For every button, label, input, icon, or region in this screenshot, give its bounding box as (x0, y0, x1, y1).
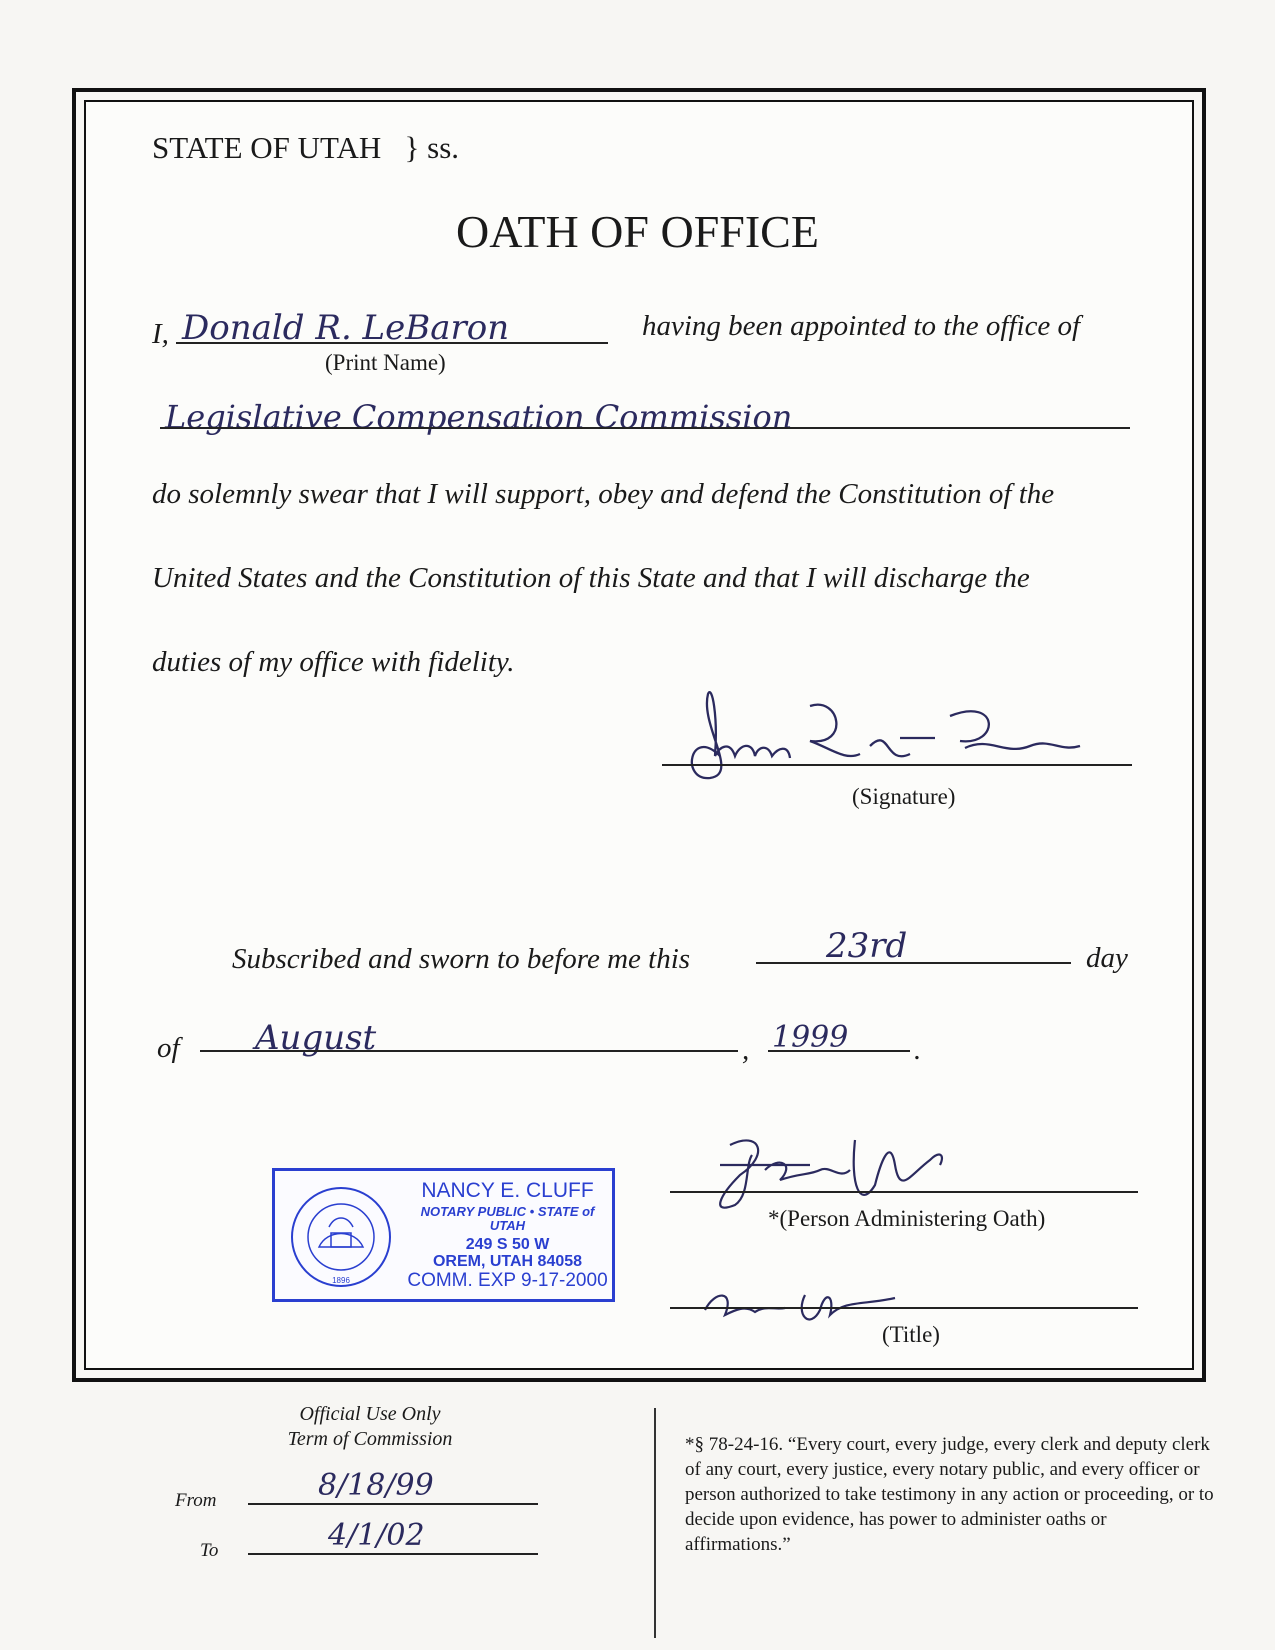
notary-address: 249 S 50 W (465, 1235, 550, 1253)
year-value: 1999 (772, 1020, 849, 1055)
notary-expiry: COMM. EXP 9-17-2000 (407, 1269, 608, 1291)
from-label: From (175, 1490, 217, 1511)
title-label: (Title) (882, 1322, 940, 1347)
month-value: August (255, 1018, 377, 1058)
term-of-commission-heading: Term of Commission (287, 1428, 453, 1450)
administrator-line (670, 1191, 1138, 1193)
office-line (160, 427, 1130, 429)
ss-label: } ss. (404, 130, 460, 165)
i-prefix: I, (152, 318, 169, 350)
from-value: 8/18/99 (318, 1468, 434, 1503)
notary-stamp (272, 1168, 615, 1302)
notary-city: OREM, UTAH 84058 (432, 1253, 583, 1271)
document-title: OATH OF OFFICE (456, 206, 819, 257)
oath-line-1: do solemnly swear that I will support, obey and defend the Constitution of the (152, 478, 1055, 510)
state-name: STATE OF UTAH (152, 130, 382, 165)
person-administering-label: *(Person Administering Oath) (768, 1206, 1046, 1231)
day-line (756, 962, 1071, 964)
day-value: 23rd (826, 926, 908, 966)
state-heading (152, 130, 459, 166)
bottom-divider (654, 1408, 656, 1638)
to-value: 4/1/02 (328, 1518, 425, 1553)
year-line (768, 1050, 910, 1052)
print-name-value: Donald R. LeBaron (182, 308, 510, 348)
title-line (670, 1307, 1138, 1309)
office-value: Legislative Compensation Commission (165, 398, 793, 436)
subscribed-text: Subscribed and sworn to before me this (232, 943, 691, 975)
statute-footnote: *§ 78-24-16. “Every court, every judge, every clerk and deputy clerk of any court, every justice, every notary public, and every officer or person authorized to take testimony in any action or proceeding, or to decide upon evidence, has power to administer oaths or affirmations.” (685, 1434, 1214, 1556)
from-line (248, 1503, 538, 1505)
signature-label: (Signature) (852, 784, 956, 809)
notary-title: NOTARY PUBLIC • STATE of UTAH (420, 1204, 595, 1234)
comma: , (742, 1034, 750, 1066)
period: . (914, 1034, 922, 1066)
print-name-label: (Print Name) (325, 350, 446, 375)
oath-line-2: United States and the Constitution of this State and that I will discharge the (152, 562, 1030, 594)
to-label: To (200, 1540, 219, 1561)
appointed-text: having been appointed to the office of (642, 310, 1081, 342)
seal-year: 1896 (332, 1276, 350, 1285)
month-line (200, 1050, 738, 1052)
signature-line (662, 764, 1132, 766)
signature-image (660, 686, 1120, 796)
official-use-heading: Official Use Only (299, 1403, 441, 1425)
state-seal-icon (289, 1185, 393, 1289)
oath-line-3: duties of my office with fidelity. (152, 646, 515, 678)
notary-name: NANCY E. CLUFF (421, 1179, 594, 1202)
day-text: day (1086, 942, 1128, 974)
of-text: of (157, 1032, 180, 1064)
to-line (248, 1553, 538, 1555)
print-name-line (176, 342, 608, 344)
